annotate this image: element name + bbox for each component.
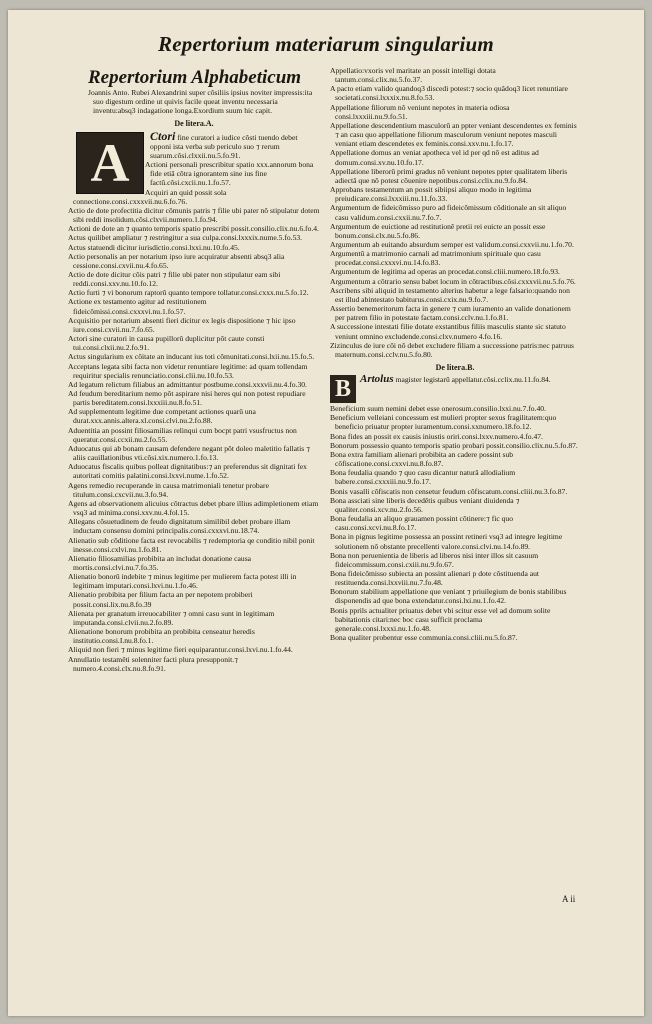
list-item: Appellatione domus an veniat apotheca vel id per qd nõ est aditus ad domum.consi.xv.nu.10.fo.17. (330, 148, 539, 167)
list-item: Argumentum de legitima ad operas an procedat.consi.cliii.numero.18.fo.93. (330, 267, 560, 277)
list-item: Beneficium suum nemini debet esse onerosum.consilio.lxxi.nu.7.fo.40. (330, 404, 546, 414)
list-item: Allegans cõsuetudinem de feudo dignitatum similibil debet probare illam inductam consensu domini principalis.consi.cxxxvi.nu.18.74. (68, 517, 291, 536)
list-item: Ad legatum relictum filiabus an admittantur postbume.consi.xxxvii.nu.4.fo.30. (68, 379, 307, 389)
list-item: Actus quilibet ampliatur ⁊ restringitur a sua culpa.consi.lxxxix.nume.5.fo.53. (68, 233, 303, 243)
entry-list-right-b (330, 404, 580, 642)
list-item: Appellatione filiorum nõ veniunt nepotes in materia odiosa consi.lxxxiii.nu.9.fo.51. (330, 102, 510, 121)
list-item: Zizinculus de iure cõi nõ debet excludere filiam a successione patris:nec patruus maternum.consi.cclv.nu.5.fo.80. (330, 340, 574, 359)
list-item: Actioni personali prescribitur spatio xxx.annorum bona fide etiã cõtra ignorantem sine ius fine factũ.cõsi.cxcii.nu.1.fo.57. (145, 160, 314, 188)
list-item: Appellatione descendentium masculorũ an ppter veniant descendentes ex feminis ⁊ an casu quo appellatione filiorum masculorum veniunt nepotes masculi veniant etiam descendetes ex feminis.consi.xxv.nu.1.fo.17. (330, 120, 577, 149)
list-item: Aliquid non fieri ⁊ minus legitime fieri equiparantur.consi.lxvi.nu.1.fo.44. (68, 645, 293, 655)
list-item: Actus singularium ex cõitate an inducant ius toti cõmunitati.consi.lxii.nu.15.fo.5. (68, 352, 315, 362)
list-item: Argumentum de fideicõmisso puro ad fideicõmissum cõditionale an sit aliquo casu validum.consi.cxxii.nu.7.fo.7. (330, 203, 567, 222)
list-item: Aduocatus fiscalis quibus polleat dignitatibus:⁊ an preferendus sit dignitati fex autoritati comitis palatini.consi.lxxvi.nume.1.fo.52. (68, 462, 307, 481)
list-item: Ad feudum bereditarium nemo põt aspirare nisi heres qui non potest repudiare partis bereditatem.consi.lxxxiii.nu.8.fo.51. (68, 389, 306, 408)
section-heading-a: De litera.A. (174, 119, 214, 129)
list-item: Bona feudalia an aliquo grauamen possint cõtinere:⁊ fic quo casu.consi.xcvi.nu.8.fo.17. (330, 514, 514, 533)
list-item: Bona in pignus legitime possessa an possint retineri vsq3 ad integre legitime solutionem nõ obstante precellenti valore.consi.clvi.nu.14.fo.89. (330, 532, 563, 551)
list-item: Argumentum de euictione ad restitutionẽ pretii rei euicte an possit esse bonum.consi.clx.nu.5.fo.86. (330, 221, 546, 240)
list-item: Actione ex testamento agitur ad restitutionem fideicõmissi.consi.cxxxvi.nu.1.fo.57. (68, 297, 207, 316)
list-item: Acquisitio per notarium absenti fieri dicitur ex legis dispositione ⁊ hic ipso iure.consi.cxvii.nu.7.fo.65. (68, 315, 296, 334)
list-item: Alienatio bonorũ indebite ⁊ minus legitime per mulierem facta potest illi in legitimam imputari.consi.lxvi.nu.1.fo.46. (68, 572, 297, 591)
section-heading-b: De litera.B. (435, 363, 475, 372)
list-item: Argumentũ a matrimonio carnali ad matrimonium spirituale quo casu procedat.consi.cxxxvi.nu.14.fo.83. (330, 249, 541, 268)
list-item: Aduentitia an possint filiosamilias relinqui cum bocpt patri vsusfructus non queratur.consi.ccxii.nu.2.fo.55. (68, 425, 297, 444)
list-item: Argumentum ab euitando absurdum semper est validum.consi.cxxvii.nu.1.fo.70. (330, 239, 574, 249)
list-item: Bona extra familiam alienari probibita an cadere possint sub cõfiscatione.consi.cxxvi.nu.8.fo.87. (330, 449, 514, 469)
initial-letter: A (90, 132, 130, 193)
entry-list-right-a (330, 66, 580, 359)
list-item: Bonis pprils actualiter priuatus debet vbi scitur esse vel ad domum solite babitationis citari:nec boc casu sufficit proclama generale.consi.lxxxi.nu.1.fo.48. (330, 605, 551, 633)
list-item: Actio de dote profectitia dicitur cõmunis patris ⁊ filie ubi pater nõ stipulatur dotem sibi reddi insolidum.cõsi.clxvii.numero.1.fo.94. (68, 205, 320, 225)
list-item: Annullatio testamẽti solenniter facti plura presupponit.⁊ numero.4.consi.clx.nu.8.fo.91. (68, 654, 238, 673)
initial-letter-b: B (334, 375, 351, 402)
list-item: Ad supplementum legitime due competant actiones quarũ una durat.xxx.annis.altera.xl.consi.clvi.nu.2.fo.88. (68, 407, 256, 426)
list-item: Actio personalis an per notarium ipso iure acquiratur absenti absq3 alia cessione.consi.cxvii.nu.4.fo.65. (68, 251, 285, 270)
list-item: Bona feudalia quando ⁊ quo casu dicantur naturã allodialium babere.consi.cxxxiii.nu.9.fo.17. (330, 468, 516, 487)
right-column (330, 66, 580, 912)
list-item: Agens ad observationem alicuius cõtractus debet pbare illius adimpletionem etiam vsq3 ad minima.consi.xxv.nu.4.fol.15. (68, 498, 319, 518)
running-head: Repertorium materiarum singularium (158, 32, 494, 56)
list-item: Alienatio filiosamilias probibita an includat donatione causa mortis.consi.clvi.nu.7.fo.35. (68, 553, 252, 572)
list-item: Acquiri an quid possit sola connectione.consi.cxxxvii.nu.6.fo.76. (73, 187, 227, 206)
decorated-initial-a (76, 132, 144, 194)
signature-mark: A ii (562, 894, 576, 904)
list-item: Bonorum possessio quanto temporis spatio probari possit.consilio.clix.nu.5.fo.87. (330, 440, 578, 450)
list-item: Actio furti ⁊ vi bonorum raptorũ quanto tempore tollatur.consi.cxxx.nu.5.fo.12. (68, 288, 309, 298)
list-item: Ascribens sibi aliquid in testamento alterius habetur a lege falsario:quando non est illud abintestato babiturus.consi.cxix.nu.9.fo.7. (330, 285, 570, 304)
list-item: Bona non peruenientia de liberis ad liberos nisi inter illos sit casuum fideicommissum.consi.cxiii.nu.9.fo.67. (330, 550, 539, 569)
list-item: Bonis vasalli cõfiscatis non censetur feudum cõfiscatum.consi.cliii.nu.3.fo.87. (330, 486, 568, 496)
list-item: Bona fides an possit ex causis iniustis oriri.consi.lxxv.numero.4.fo.47. (330, 431, 543, 441)
list-item: Alienatione bonorum probibita an probibita censeatur heredis institutio.consi.I.nu.8.fo.1. (68, 627, 255, 646)
intro-paragraph: Joannis Anto. Rubei Alexandrini super cõsiliis ipsius noviter impressis:ita suo digestum ordine ut quivis facile queat inventu necessaria inventu:absq3 indagatione longa.Exordium suum hic capit. (88, 88, 313, 116)
list-item: Bona fideicõmisso subiecta an possint alienari p dote cõstituenda aut restituenda.consi.lxxviii.nu.7.fo.48. (330, 568, 539, 588)
first-entry-b (330, 373, 580, 402)
first-entry-text: fine curatori a iudice cõsti tuendo debet opponi ista verba sub periculo suo ⁊ rerum suarum.cõsi.clxxii.nu.5.fo.91. (150, 132, 298, 160)
list-item: Beneficium velleiani concessum est mulieri propter sexus fragilitatem:quo beneficio priuatur propter iuramentum.consi.xxnumero.18.fo.12. (330, 413, 557, 432)
first-entry-text-b: magister legistarũ appellatur.cõsi.cclix.nu.11.fo.84. (395, 375, 551, 385)
list-item: Actio de dote dicitur cõis patri ⁊ filie ubi pater non stipulatur eam sibi reddi.consi.xxv.nu.10.fo.12. (68, 269, 281, 289)
list-item: Actori sine curatori in causa pupillorũ duplicitur põt caute consti tui.consi.clxii.nu.2.fo.91. (68, 334, 265, 353)
repertorium-title: Repertorium Alphabeticum (88, 67, 302, 88)
first-word-b: Artolus (360, 373, 394, 386)
entry-list-left (68, 160, 320, 673)
list-item: Alienata per granatum irreuocabiliter ⁊ omni casu sunt in legitimam imputanda.consi.clvii.nu.2.fo.89. (68, 608, 275, 627)
list-item: Bonorum stabilium appellatione que veniant ⁊ priuilegium de bonis stabilibus disponendis ad que bona extendatur.consi.lxi.nu.1.fo.42. (330, 587, 567, 606)
list-item: Assertio benemeritorum facta in genere ⁊ cum iuramento an valide donationem per patrem filio in potestate factam.consi.cclv.nu.1.fo.81. (330, 304, 571, 323)
list-item: Acceptans legata sibi facta non videtur renuntiare legitime: ad quam tollendam requiritur specialis renunciatio.consi.clii.nu.10.fo.53. (68, 361, 308, 380)
list-item: Alienatio probibita per filium facta an per nepotem probiberi possit.consi.lix.nu.8.fo.39 (68, 590, 253, 609)
list-item: Alienatio sub cõditione facta est revocabilis ⁊ redemptoria qe conditio nibil ponit inesse.consi.cxlvi.nu.1.fo.81. (68, 535, 315, 554)
list-item: Actus statuendi dicitur iurisdictio.consi.lxxi.nu.10.fo.45. (68, 242, 240, 252)
list-item: Approbans testamentum an possit sibiipsi aliquo modo in legitima preiudicare.consi.lxxxiii.nu.11.fo.33. (330, 185, 532, 204)
list-item: Bona assciati sine liberis decedẽtis quibus veniant diuidenda ⁊ qualiter.consi.xcv.nu.2.fo.56. (330, 495, 520, 514)
list-item: Appellatione liberorũ primi gradus nõ veniunt nepotes ppter qualitatem liberis adiectã que nõ potest cõuenire nepotibus.consi.cclix.nu.9.fo.84. (330, 166, 568, 185)
list-item: Actioni de dote an ⁊ quanto temporis spatio prescribi possit.consilio.clix.nu.6.fo.4. (68, 224, 319, 234)
list-item: Agens remedio recuperande in causa matrimoniali tenetur probare titulum.consi.cxcvii.nu.3.fo.94. (68, 480, 269, 499)
decorated-initial-b (330, 375, 356, 403)
list-item: Bona qualiter probentur esse communia.consi.cliii.nu.5.fo.87. (330, 633, 518, 643)
list-item: A pacto etiam valido quandoq3 discedi potest:⁊ socio quãdoq3 licet renuntiare societati.consi.lxxxix.nu.8.fo.53. (330, 84, 568, 103)
first-word: Ctori (150, 128, 176, 143)
list-item: Argumentum a cõtrario sensu babet locum in cõtractibus.cõsi.cxxxvii.nu.5.fo.76. (330, 276, 576, 286)
list-item: Aduocatus qui ab bonam causam defendere negant põt doleo maletitio fallatis ⁊ aliis cauillationibus vti.cõsi.xix.numero.1.fo.13. (68, 443, 310, 463)
list-item: A successione intestati filie dotate exstantibus filiis masculis stante sic statuto veniunt omnino excludende.consi.clxv.numero 4.fo.16. (330, 322, 566, 341)
left-column (68, 66, 320, 926)
list-item: Appellatio:vxoris vel maritate an possit intelligi dotata tantum.consi.clix.nu.5.fo.37. (330, 66, 496, 85)
